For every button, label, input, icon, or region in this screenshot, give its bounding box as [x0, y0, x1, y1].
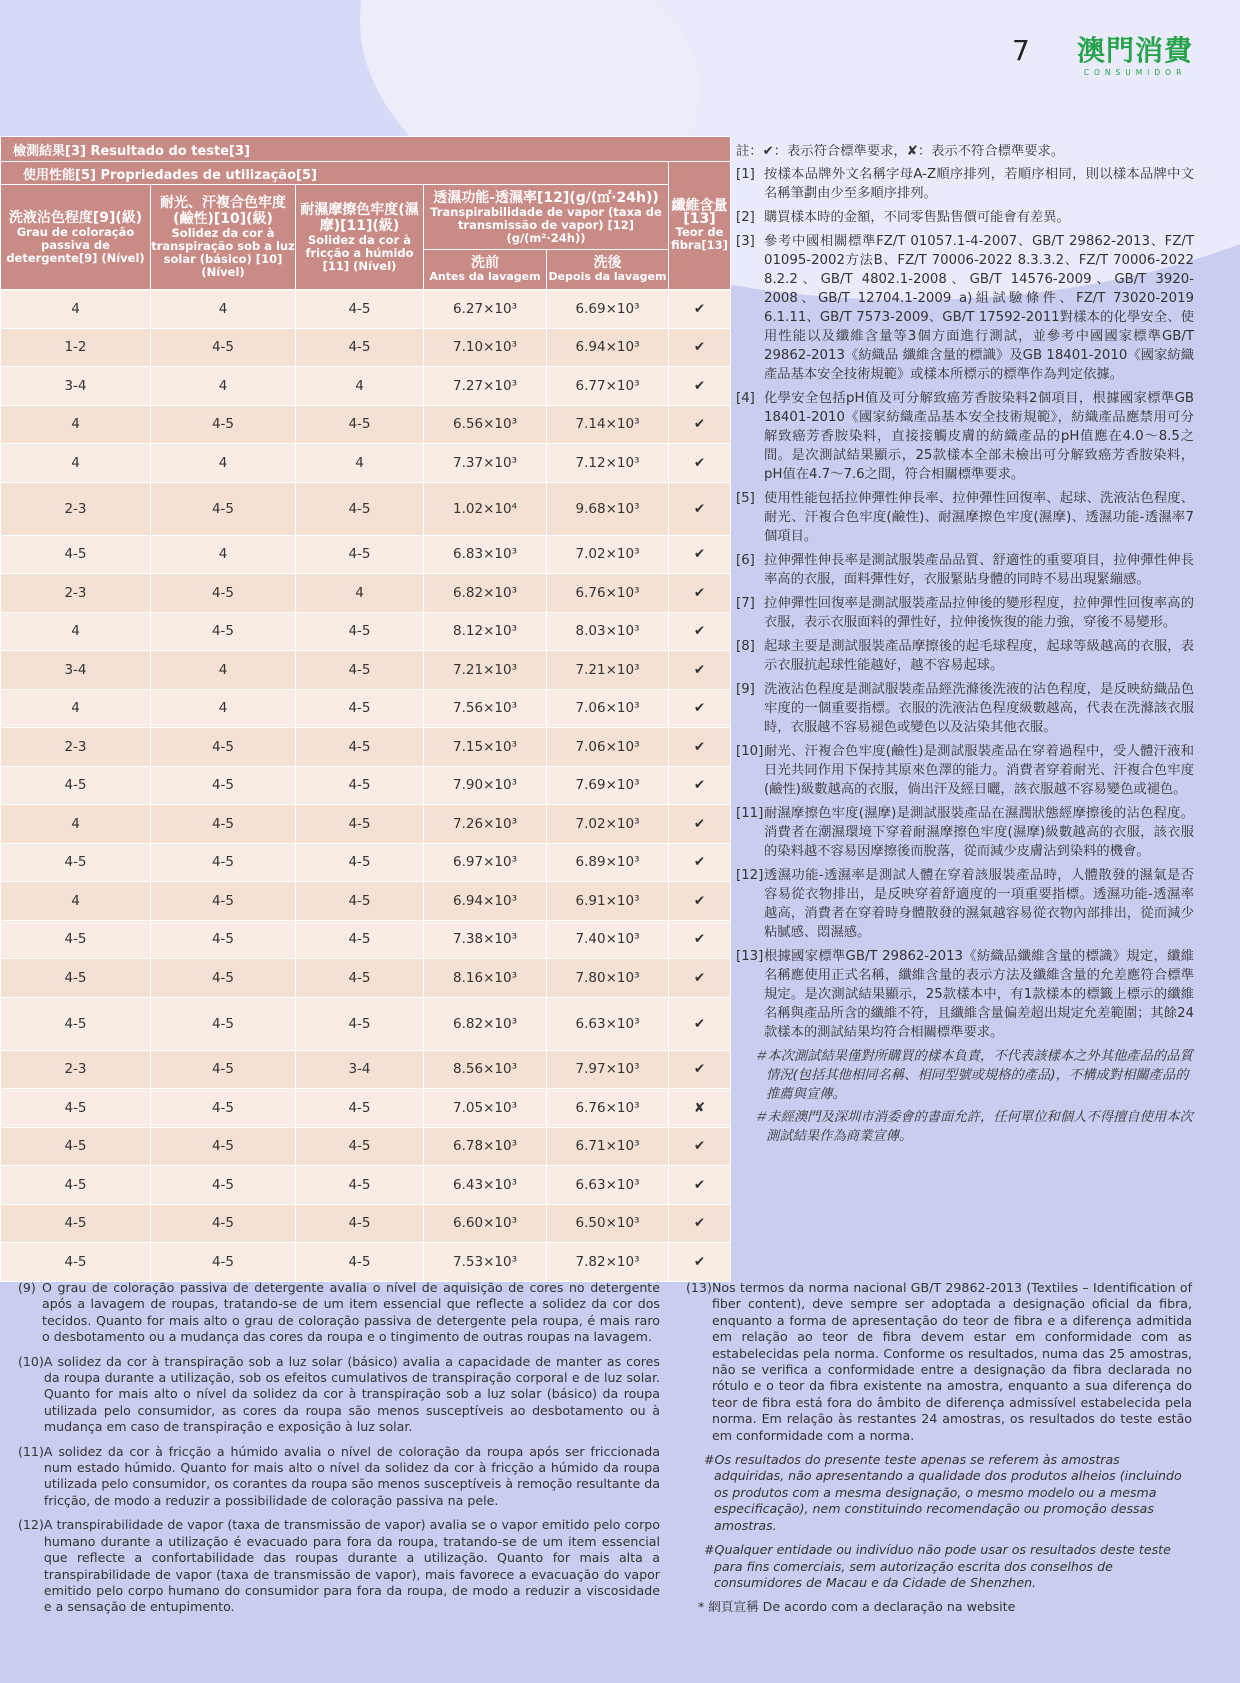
wash-cell: 4-5 — [1, 920, 151, 959]
pt-note-12 — [18, 1517, 660, 1615]
rub-cell: 4-5 — [296, 328, 424, 367]
table-row — [1, 997, 731, 1050]
pt-note-10 — [18, 1354, 660, 1436]
pt-note-num: (13) — [686, 1280, 712, 1295]
rub-cell: 4-5 — [296, 1127, 424, 1166]
before-cell: 7.38×10³ — [424, 920, 547, 959]
fiber-header-cn: 纖維含量[13] — [671, 197, 728, 227]
note-item — [736, 551, 1194, 589]
rub-cell: 4-5 — [296, 482, 424, 535]
after-cell: 6.76×10³ — [547, 1089, 669, 1128]
rub-cell: 4 — [296, 367, 424, 406]
table-row — [1, 367, 731, 406]
wash-cell: 4 — [1, 444, 151, 483]
table-row — [1, 1089, 731, 1128]
after-cell: 6.71×10³ — [547, 1127, 669, 1166]
fiber-mark: ✔ — [669, 1204, 731, 1243]
before-cell: 6.27×10³ — [424, 290, 547, 329]
pt-note-9 — [18, 1280, 660, 1346]
before-cell: 6.94×10³ — [424, 882, 547, 921]
table-row — [1, 1127, 731, 1166]
sun-cell: 4 — [151, 535, 296, 574]
before-cell: 7.53×10³ — [424, 1243, 547, 1282]
before-cell: 7.05×10³ — [424, 1089, 547, 1128]
fiber-mark: ✔ — [669, 728, 731, 767]
note-text: 耐光、汗複合色牢度(鹼性)是測試服裝產品在穿着過程中，受人體汗液和日光共同作用下保持其原來色澤的能力。消費者穿着耐光、汗複合色牢度(鹼性)級數越高的衣服，倘出汗及經日曬，該衣服越不容易變色或褪色。 — [764, 744, 1194, 797]
note-item — [736, 947, 1194, 1042]
fiber-mark: ✔ — [669, 328, 731, 367]
note-num: [4] — [736, 391, 755, 406]
fiber-mark: ✔ — [669, 367, 731, 406]
before-cell: 6.82×10³ — [424, 574, 547, 613]
rub-cell: 4-5 — [296, 1243, 424, 1282]
after-cell: 7.97×10³ — [547, 1050, 669, 1089]
rub-cell: 4-5 — [296, 997, 424, 1050]
vapor-header-pt: Transpirabilidade de vapor (taxa de transmissão de vapor) [12] (g/(m²·24h)) — [430, 204, 662, 245]
fiber-mark: ✔ — [669, 482, 731, 535]
before-cell: 6.97×10³ — [424, 843, 547, 882]
before-cell: 8.56×10³ — [424, 1050, 547, 1089]
before-cell: 1.02×10⁴ — [424, 482, 547, 535]
pt-note-num: (10) — [18, 1353, 44, 1369]
wash-cell: 4-5 — [1, 1089, 151, 1128]
wash-cell: 3-4 — [1, 651, 151, 690]
after-header-pt: Depois da lavagem — [548, 269, 667, 283]
wash-cell: 4-5 — [1, 1127, 151, 1166]
rub-cell: 4 — [296, 444, 424, 483]
wash-cell: 4 — [1, 689, 151, 728]
after-cell: 6.63×10³ — [547, 1166, 669, 1205]
fiber-mark: ✔ — [669, 574, 731, 613]
rub-cell: 4-5 — [296, 959, 424, 998]
note-text: 拉伸彈性伸長率是測試服裝產品品質、舒適性的重要項目，拉伸彈性伸長率高的衣服，面料彈性好，衣服緊貼身體的同時不易出現緊繃感。 — [764, 553, 1194, 587]
after-cell: 6.63×10³ — [547, 997, 669, 1050]
table-row — [1, 959, 731, 998]
table-row — [1, 843, 731, 882]
note-text: 耐濕摩擦色牢度(濕摩)是測試服裝產品在濕潤狀態經摩擦後的沾色程度。消費者在潮濕環境下穿着耐濕摩擦色牢度(濕摩)級數越高的衣服，該衣服的染料越不容易因摩擦後而脫落，從而減少皮膚沾到染料的機會。 — [764, 806, 1194, 859]
after-cell: 7.02×10³ — [547, 805, 669, 844]
vapor-header-cn: 透濕功能-透濕率[12](g/(㎡·24h)) — [433, 189, 659, 206]
note-text: 化學安全包括pH值及可分解致癌芳香胺染料2個項目，根據國家標準GB 18401-2010《國家紡織產品基本安全技術規範》，紡織產品應禁用可分解致癌芳香胺染料，直接接觸皮膚的紡織產品的pH值應在4.0～8.5之間。是次測試結果顯示，25款樣本全部未檢出可分解致癌芳香胺染料，pH值在4.7～7.6之間，符合相關標準要求。 — [764, 391, 1194, 482]
table-row — [1, 290, 731, 329]
table-row — [1, 882, 731, 921]
sun-cell: 4 — [151, 689, 296, 728]
rub-header-pt: Solidez da cor à fricção a húmido [11] (Nível) — [305, 232, 414, 273]
before-cell: 7.27×10³ — [424, 367, 547, 406]
note-item — [736, 637, 1194, 675]
sun-cell: 4-5 — [151, 1243, 296, 1282]
before-cell: 7.15×10³ — [424, 728, 547, 767]
after-cell: 6.76×10³ — [547, 574, 669, 613]
sun-header-cn: 耐光、汗複合色牢度(鹼性)[10](級) — [160, 195, 286, 227]
note-item — [736, 680, 1194, 737]
before-cell: 7.26×10³ — [424, 805, 547, 844]
wash-cell: 4 — [1, 405, 151, 444]
fiber-mark: ✔ — [669, 997, 731, 1050]
before-cell: 6.43×10³ — [424, 1166, 547, 1205]
fiber-mark: ✔ — [669, 882, 731, 921]
fiber-mark: ✔ — [669, 843, 731, 882]
wash-cell: 4-5 — [1, 1243, 151, 1282]
after-cell: 7.40×10³ — [547, 920, 669, 959]
table-row — [1, 689, 731, 728]
disclaimer-2: ＃未經澳門及深圳市消委會的書面允許，任何單位和個人不得擅自使用本次測試結果作為商業宣傳。 — [754, 1110, 1193, 1144]
after-cell: 6.69×10³ — [547, 290, 669, 329]
table-subtitle: 使用性能[5] Propriedades de utilização[5] — [1, 162, 669, 185]
sun-cell: 4-5 — [151, 574, 296, 613]
table-row — [1, 612, 731, 651]
rub-cell: 4-5 — [296, 1089, 424, 1128]
after-cell: 6.94×10³ — [547, 328, 669, 367]
fiber-mark: ✔ — [669, 959, 731, 998]
fiber-mark: ✔ — [669, 1127, 731, 1166]
note-item — [736, 208, 1194, 227]
wash-cell: 2-3 — [1, 574, 151, 613]
after-cell: 9.68×10³ — [547, 482, 669, 535]
wash-cell: 1-2 — [1, 328, 151, 367]
fiber-mark: ✔ — [669, 290, 731, 329]
sun-cell: 4-5 — [151, 959, 296, 998]
sun-cell: 4-5 — [151, 728, 296, 767]
after-cell: 7.80×10³ — [547, 959, 669, 998]
pt-note-text: A transpirabilidade de vapor (taxa de transmissão de vapor) avalia se o vapor emitido pelo corpo humano durante a utilização é evacuado para fora da roupa, tratando-se de um item essencial que reflecte a confortabilidade das roupas durante a utilização. Quanto for mais alta a transpirabilidade de vapor (taxa de transmissão de vapor), mais favorece a evacuação do vapor emitido pelo corpo humano do consumidor para fora da roupa, de modo a reduzir a viscosidade e a sensação de entupimento. — [43, 1517, 660, 1615]
note-num: [7] — [736, 596, 755, 611]
table-body — [1, 290, 731, 1282]
wash-cell: 3-4 — [1, 367, 151, 406]
after-cell: 7.12×10³ — [547, 444, 669, 483]
sun-cell: 4-5 — [151, 920, 296, 959]
sun-cell: 4 — [151, 651, 296, 690]
wash-cell: 4-5 — [1, 997, 151, 1050]
fiber-mark: ✔ — [669, 689, 731, 728]
after-cell: 7.02×10³ — [547, 535, 669, 574]
after-cell: 7.82×10³ — [547, 1243, 669, 1282]
wash-header-pt: Grau de coloração passiva de detergente[9] (Nível) — [6, 224, 145, 265]
table-row — [1, 1166, 731, 1205]
sun-cell: 4-5 — [151, 1127, 296, 1166]
fiber-mark: ✔ — [669, 805, 731, 844]
wash-cell: 4 — [1, 805, 151, 844]
note-num: [1] — [736, 167, 755, 182]
fiber-mark: ✔ — [669, 1166, 731, 1205]
note-num: [11] — [736, 806, 764, 821]
sun-cell: 4-5 — [151, 405, 296, 444]
after-cell: 6.91×10³ — [547, 882, 669, 921]
note-text: 按樣本品牌外文名稱字母A-Z順序排列，若順序相同，則以樣本品牌中文名稱筆劃由少至多順序排列。 — [764, 167, 1194, 201]
note-num: [2] — [736, 210, 755, 225]
note-num: [10] — [736, 744, 764, 759]
wash-cell: 2-3 — [1, 728, 151, 767]
after-cell: 7.21×10³ — [547, 651, 669, 690]
fiber-mark: ✔ — [669, 444, 731, 483]
table-row — [1, 651, 731, 690]
note-text: 根據國家標準GB/T 29862-2013《紡織品纖維含量的標識》規定，纖維名稱應使用正式名稱，纖維含量的表示方法及纖維含量的允差應符合標準規定。是次測試結果顯示，25款樣本中，有1款樣本的標籤上標示的纖維名稱與產品所含的纖維不符，且纖維含量偏差超出規定允差範圍；其餘24款樣本的測試結果均符合相關標準要求。 — [764, 949, 1194, 1040]
before-cell: 7.90×10³ — [424, 766, 547, 805]
table-row — [1, 1050, 731, 1089]
fiber-mark: ✔ — [669, 535, 731, 574]
wash-cell: 2-3 — [1, 1050, 151, 1089]
wash-header — [1, 185, 151, 290]
table-row — [1, 766, 731, 805]
table-title: 檢測結果[3] Resultado do teste[3] — [1, 137, 731, 162]
before-cell: 7.56×10³ — [424, 689, 547, 728]
sun-cell: 4-5 — [151, 1089, 296, 1128]
pt-note-text: Nos termos da norma nacional GB/T 29862-2013 (Textiles – Identification of fiber content), deve sempre ser adoptada a designação oficial da fibra, enquanto a forma de apresentação do teor de fibra e a diferença admitida em relação ao teor de fibra devem estar em conformidade com as estabelecidas pela norma. Conforme os resultados, numa das 25 amostras, não se verifica a conformidade entre a designação da fibra declarada no rótulo e o teor da fibra existente na amostra, enquanto a sua diferença do teor de fibra está fora do âmbito de diferença admissível estabelecida pela norma. Em relação às restantes 24 amostras, os resultados do teste estão em conformidade com a norma. — [712, 1280, 1192, 1443]
note-text: 透濕功能-透濕率是測試人體在穿着該服裝產品時，人體散發的濕氣是否容易從衣物排出，是反映穿着舒適度的一項重要指標。透濕功能-透濕率越高，消費者在穿着時身體散發的濕氣越容易從衣物內部排出，從而減少粘膩感、悶濕感。 — [764, 868, 1194, 940]
table-row — [1, 920, 731, 959]
before-cell: 8.16×10³ — [424, 959, 547, 998]
after-cell: 7.14×10³ — [547, 405, 669, 444]
note-item — [736, 866, 1194, 942]
logo-text-cn: 澳門消費 — [1076, 34, 1193, 67]
sun-cell: 4-5 — [151, 328, 296, 367]
after-cell: 7.69×10³ — [547, 766, 669, 805]
before-cell: 6.83×10³ — [424, 535, 547, 574]
pt-note-13 — [686, 1280, 1192, 1444]
sun-cell: 4-5 — [151, 843, 296, 882]
after-cell: 8.03×10³ — [547, 612, 669, 651]
fiber-mark: ✔ — [669, 612, 731, 651]
note-text: 購買樣本時的金額，不同零售點售價可能會有差異。 — [764, 210, 1070, 225]
note-item — [736, 165, 1194, 203]
sun-cell: 4-5 — [151, 766, 296, 805]
sun-cell: 4 — [151, 444, 296, 483]
before-cell: 7.21×10³ — [424, 651, 547, 690]
sun-cell: 4-5 — [151, 482, 296, 535]
pt-note-text: A solidez da cor à transpiração sob a luz solar (básico) avalia a capacidade de manter as cores da roupa durante a utilização, sob os efeitos cumulativos de transpiração corporal e de luz solar. Quanto for mais alto o nível da solidez da cor à transpiração sob a luz solar (básico) da roupa utilizada pelo consumidor, as cores da roupa são menos susceptíveis ao desbotamento ou à mudança em caso de transpiração e exposição à luz solar. — [43, 1353, 660, 1435]
fiber-mark: ✔ — [669, 1243, 731, 1282]
pt-note-11 — [18, 1444, 660, 1510]
rub-cell: 4-5 — [296, 1204, 424, 1243]
rub-cell: 4-5 — [296, 689, 424, 728]
rub-cell: 4-5 — [296, 805, 424, 844]
fiber-mark: ✔ — [669, 405, 731, 444]
disclaimer-1: ＃本次測試結果僅對所購買的樣本負責，不代表該樣本之外其他產品的品質情況(包括其他相同名稱、相同型號或規格的產品)，不構成對相關產品的推薦與宣傳。 — [754, 1049, 1193, 1102]
rub-cell: 4-5 — [296, 651, 424, 690]
rub-cell: 4-5 — [296, 612, 424, 651]
note-item — [736, 389, 1194, 484]
rub-cell: 4-5 — [296, 290, 424, 329]
rub-cell: 4-5 — [296, 766, 424, 805]
results-table — [0, 136, 731, 1282]
table-row — [1, 405, 731, 444]
results-table-wrapper — [0, 136, 730, 1282]
before-cell: 7.10×10³ — [424, 328, 547, 367]
note-num: [6] — [736, 553, 755, 568]
wash-cell: 4 — [1, 612, 151, 651]
before-cell: 6.60×10³ — [424, 1204, 547, 1243]
wash-cell: 2-3 — [1, 482, 151, 535]
before-cell: 7.37×10³ — [424, 444, 547, 483]
note-num: [9] — [736, 682, 755, 697]
fiber-mark: ✔ — [669, 1050, 731, 1089]
rub-cell: 4-5 — [296, 920, 424, 959]
table-row — [1, 328, 731, 367]
after-cell: 7.06×10³ — [547, 689, 669, 728]
rub-cell: 4-5 — [296, 405, 424, 444]
before-cell: 6.56×10³ — [424, 405, 547, 444]
before-cell: 6.78×10³ — [424, 1127, 547, 1166]
wash-cell: 4-5 — [1, 535, 151, 574]
note-num: [12] — [736, 868, 764, 883]
rub-cell: 4-5 — [296, 728, 424, 767]
notes-list — [736, 165, 1194, 1042]
pt-note-text: A solidez da cor à fricção a húmido avalia o nível de coloração da roupa após ser friccionada num estado húmido. Quanto for mais alto o nível da solidez da cor à fricção a húmido da roupa utilizada pelo consumidor, os corantes da roupa são menos susceptíveis à remoção resultante da fricção, de modo a reduzir a possibilidade de coloração passiva na pele. — [43, 1443, 660, 1508]
note-text: 拉伸彈性回復率是測試服裝產品拉伸後的變形程度，拉伸彈性回復率高的衣服，表示衣服面料的彈性好，拉伸後恢復的能力強，穿後不易變形。 — [764, 596, 1194, 630]
wash-cell: 4-5 — [1, 843, 151, 882]
wash-cell: 4-5 — [1, 959, 151, 998]
fiber-mark: ✘ — [669, 1089, 731, 1128]
rub-cell: 4 — [296, 574, 424, 613]
pt-disclaimer-2: #Qualquer entidade ou indivíduo não pode usar os resultados deste teste para fins comerciais, sem autorização escrita dos conselhos de consumidores de Macau e da Cidade de Shenzhen. — [704, 1542, 1171, 1590]
table-row — [1, 1243, 731, 1282]
after-cell: 6.89×10³ — [547, 843, 669, 882]
note-text: 參考中國相關標準FZ/T 01057.1-4-2007、GB/T 29862-2013、FZ/T 01095-2002方法B、FZ/T 70006-2022 8.3.3.2、FZ/T 70006-2022 8.2.2、GB/T 4802.1-2008、GB/T 14576-2009、GB/T 3920-2008、GB/T 12704.1-2009 a)組試驗條件、FZ/T 73020-2019 6.1.11、GB/T 7573-2009、GB/T 17592-2011對樣本的化學安全、使用性能以及纖維含量等3個方面進行測試，並參考中國國家標準GB/T 29862-2013《紡織品 纖維含量的標識》及GB 18401-2010《國家紡織產品基本安全技術規範》或樣本所標示的標準作為判定依據。 — [764, 234, 1194, 382]
sun-cell: 4 — [151, 290, 296, 329]
after-header — [547, 250, 669, 290]
pt-website-note: * 網頁宣稱 De acordo com a declaração na website — [698, 1599, 1016, 1615]
consumer-logo — [1070, 36, 1200, 77]
sun-cell: 4-5 — [151, 612, 296, 651]
sun-cell: 4-5 — [151, 1204, 296, 1243]
wash-header-cn: 洗液沾色程度[9](級) — [8, 209, 143, 226]
wash-cell: 4 — [1, 882, 151, 921]
page-number: 7 — [1012, 34, 1030, 67]
note-text: 起球主要是測試服裝產品摩擦後的起毛球程度，起球等級越高的衣服，表示衣服抗起球性能越好，越不容易起球。 — [764, 639, 1194, 673]
sun-cell: 4-5 — [151, 997, 296, 1050]
before-cell: 6.82×10³ — [424, 997, 547, 1050]
table-row — [1, 805, 731, 844]
rub-cell: 4-5 — [296, 882, 424, 921]
table-row — [1, 728, 731, 767]
sun-header — [151, 185, 296, 290]
sun-cell: 4-5 — [151, 1166, 296, 1205]
note-item — [736, 489, 1194, 546]
vapor-header — [424, 185, 669, 250]
before-header-pt: Antes da lavagem — [429, 269, 541, 283]
fiber-mark: ✔ — [669, 766, 731, 805]
rub-header — [296, 185, 424, 290]
fiber-header — [669, 162, 731, 290]
sun-cell: 4-5 — [151, 882, 296, 921]
note-num: [8] — [736, 639, 755, 654]
rub-cell: 4-5 — [296, 1166, 424, 1205]
after-header-cn: 洗後 — [593, 254, 622, 271]
sun-header-pt: Solidez da cor à transpiração sob a luz solar (básico) [10] (Nível) — [151, 226, 295, 279]
before-header — [424, 250, 547, 290]
notes-pt-right — [686, 1280, 1192, 1616]
fiber-mark: ✔ — [669, 920, 731, 959]
table-row — [1, 444, 731, 483]
note-item — [736, 804, 1194, 861]
sun-cell: 4 — [151, 367, 296, 406]
table-row — [1, 1204, 731, 1243]
rub-cell: 4-5 — [296, 843, 424, 882]
fiber-header-pt: Teor de fibra[13] — [671, 224, 728, 252]
before-header-cn: 洗前 — [471, 254, 499, 271]
logo-text-en: CONSUMIDOR — [1083, 68, 1187, 77]
after-cell: 6.77×10³ — [547, 367, 669, 406]
table-row — [1, 482, 731, 535]
pt-note-text: O grau de coloração passiva de detergente avalia o nível de aquisição de cores no detergente após a lavagem de roupas, tratando-se de um item essencial que reflecte a solidez da cor dos tecidos. Quanto for mais alto o grau de coloração passiva de detergente pela roupa, é mais raro o desbotamento ou a mudança das cores da roupa e o tingimento de outras roupas na lavagem. — [42, 1280, 660, 1345]
note-item — [736, 742, 1194, 799]
sun-cell: 4-5 — [151, 1050, 296, 1089]
rub-cell: 3-4 — [296, 1050, 424, 1089]
note-text: 洗液沾色程度是測試服裝產品經洗滌後洗液的沾色程度，是反映紡織品色牢度的一個重要指標。衣服的洗液沾色程度級數越高，代表在洗滌該衣服時，衣服越不容易褪色或變色以及沾染其他衣服。 — [764, 682, 1194, 735]
legend: 註：✔：表示符合標準要求，✘：表示不符合標準要求。 — [736, 144, 1065, 159]
note-num: [3] — [736, 234, 755, 249]
wash-cell: 4 — [1, 290, 151, 329]
after-cell: 6.50×10³ — [547, 1204, 669, 1243]
pt-disclaimer-1: #Os resultados do presente teste apenas se referem às amostras adquiridas, não apresentando a qualidade dos produtos alheios (incluindo os produtos com a mesma designação, o mesmo modelo ou a mesma especificação), nem constituindo recomendação ou promoção dessas amostras. — [704, 1452, 1182, 1533]
sun-cell: 4-5 — [151, 805, 296, 844]
rub-cell: 4-5 — [296, 535, 424, 574]
pt-note-num: (11) — [18, 1443, 44, 1459]
wash-cell: 4-5 — [1, 1166, 151, 1205]
table-row — [1, 574, 731, 613]
notes-cn — [736, 142, 1194, 1150]
pt-note-num: (9) — [18, 1280, 36, 1295]
after-cell: 7.06×10³ — [547, 728, 669, 767]
note-item — [736, 232, 1194, 384]
note-item — [736, 594, 1194, 632]
note-num: [5] — [736, 491, 755, 506]
fiber-mark: ✔ — [669, 651, 731, 690]
notes-pt-left — [18, 1280, 660, 1624]
table-row — [1, 535, 731, 574]
rub-header-cn: 耐濕摩擦色牢度(濕摩)[11](級) — [300, 201, 419, 234]
before-cell: 8.12×10³ — [424, 612, 547, 651]
wash-cell: 4-5 — [1, 766, 151, 805]
pt-note-num: (12) — [18, 1517, 44, 1533]
note-num: [13] — [736, 949, 764, 964]
note-text: 使用性能包括拉伸彈性伸長率、拉伸彈性回復率、起球、洗液沾色程度、耐光、汗複合色牢度(鹼性)、耐濕摩擦色牢度(濕摩)、透濕功能-透濕率7個項目。 — [764, 491, 1194, 544]
wash-cell: 4-5 — [1, 1204, 151, 1243]
